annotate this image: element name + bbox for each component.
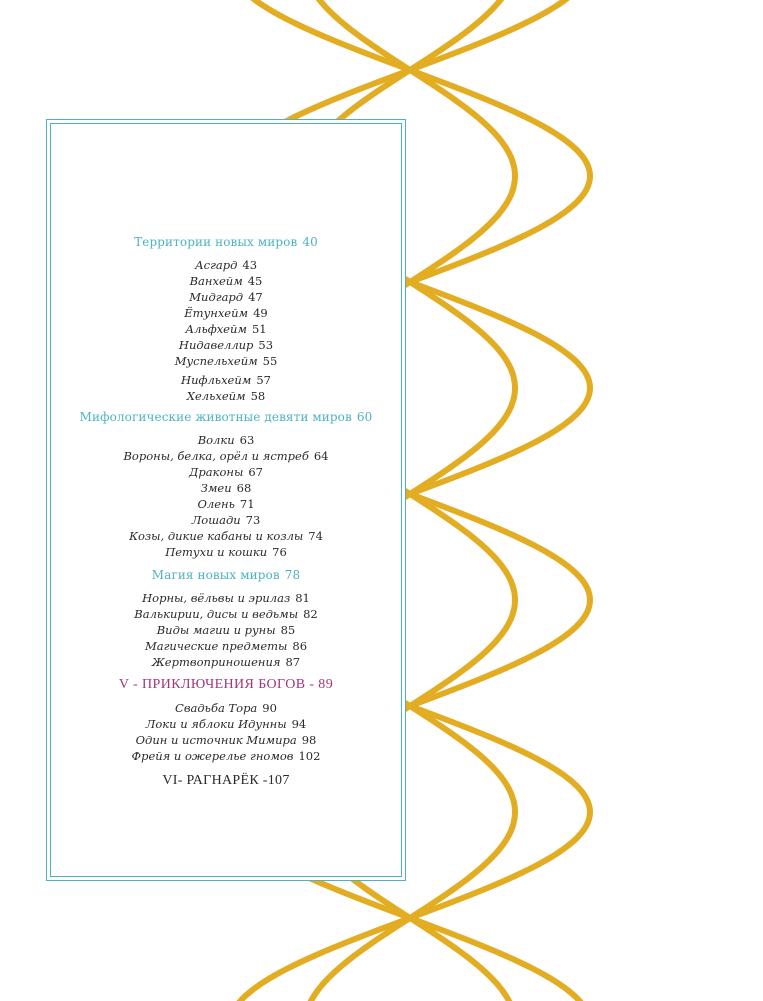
toc-entry[interactable]: Муспельхейм 55 — [174, 354, 278, 368]
toc-section-heading[interactable]: Территории новых миров 40 — [134, 235, 318, 249]
toc-section-heading[interactable]: Магия новых миров 78 — [151, 568, 301, 582]
toc-entry[interactable]: Нифльхейм 57 — [181, 373, 271, 387]
toc-entry[interactable]: Волки 63 — [197, 433, 255, 447]
toc-entry[interactable]: Змеи 68 — [200, 481, 252, 495]
toc-entry[interactable]: Норны, вёльвы и эрилаз 81 — [142, 591, 310, 605]
table-of-contents-frame — [46, 119, 406, 881]
toc-entry[interactable]: Один и источник Мимира 98 — [135, 733, 317, 747]
toc-entry[interactable]: Олень 71 — [197, 497, 255, 511]
toc-entry[interactable]: Ванхейм 45 — [189, 274, 263, 288]
toc-entry[interactable]: Петухи и кошки 76 — [165, 545, 287, 559]
toc-entry[interactable]: Жертвоприношения 87 — [151, 655, 301, 669]
toc-entry[interactable]: Хельхейм 58 — [186, 389, 266, 403]
toc-entry[interactable]: Свадьба Тора 90 — [175, 701, 277, 715]
toc-entry[interactable]: Валькирии, дисы и ведьмы 82 — [134, 607, 318, 621]
toc-entry[interactable]: Вороны, белка, орёл и ястреб 64 — [123, 449, 329, 463]
toc-entry[interactable]: Виды магии и руны 85 — [156, 623, 296, 637]
toc-entry[interactable]: Ётунхейм 49 — [184, 306, 268, 320]
toc-entry[interactable]: Локи и яблоки Идунны 94 — [145, 717, 307, 731]
toc-part-heading[interactable]: VI- РАГНАРЁК -107 — [162, 773, 290, 788]
toc-entry[interactable]: Магические предметы 86 — [144, 639, 308, 653]
toc-entry[interactable]: Козы, дикие кабаны и козлы 74 — [129, 529, 323, 543]
toc-entry[interactable]: Альфхейм 51 — [185, 322, 267, 336]
toc-entry[interactable]: Драконы 67 — [189, 465, 263, 479]
toc-entry[interactable]: Фрейя и ожерелье гномов 102 — [131, 749, 321, 763]
toc-entry[interactable]: Мидгард 47 — [189, 290, 263, 304]
toc-entry[interactable]: Асгард 43 — [194, 258, 258, 272]
toc-part-heading[interactable]: V - ПРИКЛЮЧЕНИЯ БОГОВ - 89 — [118, 677, 334, 692]
toc-section-heading[interactable]: Мифологические животные девяти миров 60 — [79, 410, 373, 424]
toc-entry[interactable]: Лошади 73 — [191, 513, 261, 527]
toc-entry[interactable]: Нидавеллир 53 — [178, 338, 274, 352]
